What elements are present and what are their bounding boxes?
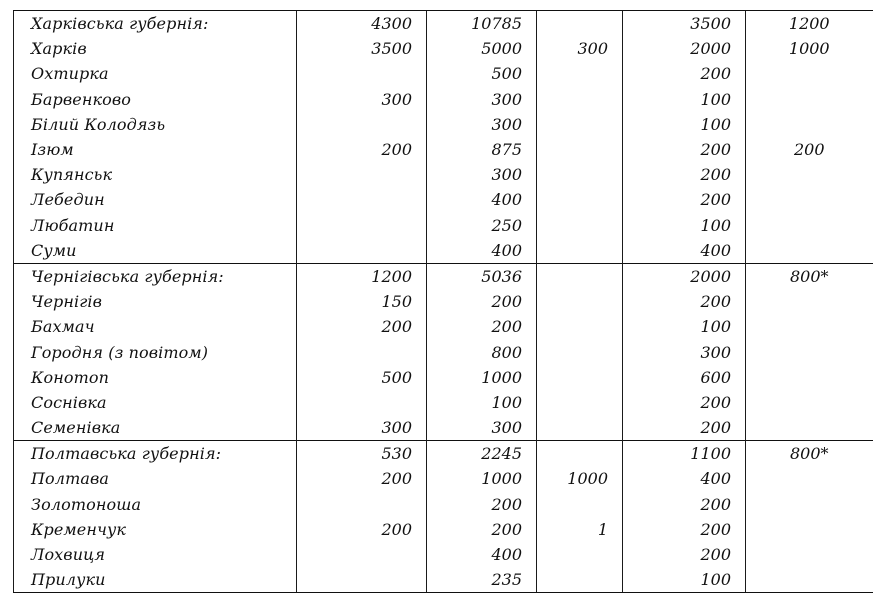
value-cell-col3 bbox=[537, 542, 623, 567]
table-row bbox=[14, 415, 873, 441]
value-cell-col2: 1000 bbox=[427, 466, 537, 491]
value-cell-col1: 200 bbox=[297, 466, 427, 491]
value-cell-col3 bbox=[537, 289, 623, 314]
value-cell-col3 bbox=[537, 492, 623, 517]
value-cell-col5: 800* bbox=[746, 263, 873, 289]
value-cell-col1 bbox=[297, 390, 427, 415]
value-cell-col3 bbox=[537, 314, 623, 339]
value-cell-col4: 100 bbox=[623, 87, 746, 112]
value-cell-col2: 400 bbox=[427, 238, 537, 264]
table-row bbox=[14, 339, 873, 364]
table-row bbox=[14, 36, 873, 61]
value-cell-col2: 200 bbox=[427, 492, 537, 517]
value-cell-col5 bbox=[746, 517, 873, 542]
value-cell-col5 bbox=[746, 187, 873, 212]
table-body bbox=[14, 11, 873, 593]
statistics-table bbox=[13, 10, 873, 593]
table-row bbox=[14, 61, 873, 86]
value-cell-col3 bbox=[537, 441, 623, 467]
place-name-cell: Любатин bbox=[14, 213, 297, 238]
table-row bbox=[14, 112, 873, 137]
value-cell-col3 bbox=[537, 365, 623, 390]
value-cell-col1: 150 bbox=[297, 289, 427, 314]
value-cell-col5 bbox=[746, 365, 873, 390]
table-row bbox=[14, 466, 873, 491]
region-name-cell: Полтавська губернія: bbox=[14, 441, 297, 467]
table-row bbox=[14, 87, 873, 112]
value-cell-col2: 100 bbox=[427, 390, 537, 415]
value-cell-col5 bbox=[746, 314, 873, 339]
value-cell-col3 bbox=[537, 112, 623, 137]
value-cell-col3 bbox=[537, 61, 623, 86]
value-cell-col2: 300 bbox=[427, 415, 537, 441]
value-cell-col5 bbox=[746, 112, 873, 137]
value-cell-col4: 1100 bbox=[623, 441, 746, 467]
value-cell-col5 bbox=[746, 415, 873, 441]
value-cell-col2: 500 bbox=[427, 61, 537, 86]
place-name-cell: Золотоноша bbox=[14, 492, 297, 517]
table-row bbox=[14, 187, 873, 212]
value-cell-col3 bbox=[537, 415, 623, 441]
value-cell-col3 bbox=[537, 187, 623, 212]
place-name-cell: Чернігів bbox=[14, 289, 297, 314]
value-cell-col4: 400 bbox=[623, 466, 746, 491]
value-cell-col1 bbox=[297, 112, 427, 137]
value-cell-col5: 800* bbox=[746, 441, 873, 467]
value-cell-col3: 300 bbox=[537, 36, 623, 61]
value-cell-col4: 200 bbox=[623, 390, 746, 415]
value-cell-col2: 200 bbox=[427, 314, 537, 339]
table-row bbox=[14, 365, 873, 390]
section-row bbox=[14, 263, 873, 289]
value-cell-col4: 2000 bbox=[623, 263, 746, 289]
value-cell-col2: 400 bbox=[427, 187, 537, 212]
value-cell-col4: 200 bbox=[623, 289, 746, 314]
value-cell-col5 bbox=[746, 390, 873, 415]
region-name-cell: Чернігівська губернія: bbox=[14, 263, 297, 289]
value-cell-col2: 800 bbox=[427, 339, 537, 364]
value-cell-col1 bbox=[297, 162, 427, 187]
value-cell-col3 bbox=[537, 213, 623, 238]
place-name-cell: Кременчук bbox=[14, 517, 297, 542]
place-name-cell: Соснівка bbox=[14, 390, 297, 415]
value-cell-col4: 300 bbox=[623, 339, 746, 364]
value-cell-col1: 500 bbox=[297, 365, 427, 390]
value-cell-col5 bbox=[746, 567, 873, 593]
value-cell-col3 bbox=[537, 263, 623, 289]
value-cell-col2: 235 bbox=[427, 567, 537, 593]
value-cell-col4: 2000 bbox=[623, 36, 746, 61]
value-cell-col2: 200 bbox=[427, 517, 537, 542]
value-cell-col1: 200 bbox=[297, 314, 427, 339]
table-row bbox=[14, 517, 873, 542]
value-cell-col2: 5036 bbox=[427, 263, 537, 289]
value-cell-col1: 200 bbox=[297, 137, 427, 162]
value-cell-col1 bbox=[297, 567, 427, 593]
value-cell-col4: 100 bbox=[623, 213, 746, 238]
value-cell-col3 bbox=[537, 567, 623, 593]
value-cell-col4: 200 bbox=[623, 187, 746, 212]
table-row bbox=[14, 137, 873, 162]
place-name-cell: Суми bbox=[14, 238, 297, 264]
value-cell-col1: 530 bbox=[297, 441, 427, 467]
value-cell-col5 bbox=[746, 542, 873, 567]
value-cell-col3 bbox=[537, 87, 623, 112]
value-cell-col2: 250 bbox=[427, 213, 537, 238]
value-cell-col1: 1200 bbox=[297, 263, 427, 289]
place-name-cell: Харків bbox=[14, 36, 297, 61]
table-row bbox=[14, 567, 873, 593]
value-cell-col3 bbox=[537, 137, 623, 162]
value-cell-col3 bbox=[537, 11, 623, 37]
place-name-cell: Семенівка bbox=[14, 415, 297, 441]
value-cell-col2: 200 bbox=[427, 289, 537, 314]
value-cell-col5 bbox=[746, 87, 873, 112]
table-row bbox=[14, 213, 873, 238]
table-row bbox=[14, 238, 873, 264]
value-cell-col3 bbox=[537, 238, 623, 264]
value-cell-col2: 300 bbox=[427, 162, 537, 187]
value-cell-col2: 2245 bbox=[427, 441, 537, 467]
value-cell-col5 bbox=[746, 492, 873, 517]
value-cell-col4: 400 bbox=[623, 238, 746, 264]
value-cell-col1 bbox=[297, 61, 427, 86]
value-cell-col1: 300 bbox=[297, 415, 427, 441]
value-cell-col1: 3500 bbox=[297, 36, 427, 61]
value-cell-col1: 200 bbox=[297, 517, 427, 542]
place-name-cell: Полтава bbox=[14, 466, 297, 491]
value-cell-col4: 100 bbox=[623, 112, 746, 137]
value-cell-col5: 1200 bbox=[746, 11, 873, 37]
value-cell-col1 bbox=[297, 213, 427, 238]
value-cell-col5 bbox=[746, 289, 873, 314]
place-name-cell: Конотоп bbox=[14, 365, 297, 390]
value-cell-col4: 600 bbox=[623, 365, 746, 390]
value-cell-col2: 5000 bbox=[427, 36, 537, 61]
place-name-cell: Білий Колодязь bbox=[14, 112, 297, 137]
value-cell-col4: 100 bbox=[623, 567, 746, 593]
value-cell-col2: 875 bbox=[427, 137, 537, 162]
value-cell-col1: 300 bbox=[297, 87, 427, 112]
value-cell-col5 bbox=[746, 162, 873, 187]
value-cell-col5 bbox=[746, 213, 873, 238]
section-row bbox=[14, 441, 873, 467]
value-cell-col4: 200 bbox=[623, 162, 746, 187]
value-cell-col4: 200 bbox=[623, 542, 746, 567]
value-cell-col1 bbox=[297, 542, 427, 567]
value-cell-col1 bbox=[297, 339, 427, 364]
place-name-cell: Бахмач bbox=[14, 314, 297, 339]
place-name-cell: Городня (з повітом) bbox=[14, 339, 297, 364]
value-cell-col3 bbox=[537, 162, 623, 187]
value-cell-col2: 400 bbox=[427, 542, 537, 567]
table-row bbox=[14, 162, 873, 187]
place-name-cell: Охтирка bbox=[14, 61, 297, 86]
table-row bbox=[14, 289, 873, 314]
value-cell-col3 bbox=[537, 390, 623, 415]
value-cell-col3 bbox=[537, 339, 623, 364]
section-row bbox=[14, 11, 873, 37]
value-cell-col4: 3500 bbox=[623, 11, 746, 37]
value-cell-col5 bbox=[746, 466, 873, 491]
value-cell-col4: 200 bbox=[623, 137, 746, 162]
place-name-cell: Прилуки bbox=[14, 567, 297, 593]
value-cell-col2: 10785 bbox=[427, 11, 537, 37]
value-cell-col4: 100 bbox=[623, 314, 746, 339]
value-cell-col4: 200 bbox=[623, 61, 746, 86]
value-cell-col4: 200 bbox=[623, 492, 746, 517]
value-cell-col5 bbox=[746, 339, 873, 364]
value-cell-col4: 200 bbox=[623, 415, 746, 441]
value-cell-col2: 1000 bbox=[427, 365, 537, 390]
place-name-cell: Ізюм bbox=[14, 137, 297, 162]
place-name-cell: Лохвиця bbox=[14, 542, 297, 567]
value-cell-col2: 300 bbox=[427, 112, 537, 137]
table-row bbox=[14, 314, 873, 339]
table-row bbox=[14, 390, 873, 415]
value-cell-col1 bbox=[297, 492, 427, 517]
table-row bbox=[14, 542, 873, 567]
region-name-cell: Харківська губернія: bbox=[14, 11, 297, 37]
value-cell-col4: 200 bbox=[623, 517, 746, 542]
table-row bbox=[14, 492, 873, 517]
value-cell-col1: 4300 bbox=[297, 11, 427, 37]
value-cell-col5: 1000 bbox=[746, 36, 873, 61]
place-name-cell: Купянськ bbox=[14, 162, 297, 187]
value-cell-col5 bbox=[746, 238, 873, 264]
value-cell-col5 bbox=[746, 61, 873, 86]
value-cell-col1 bbox=[297, 238, 427, 264]
value-cell-col1 bbox=[297, 187, 427, 212]
value-cell-col2: 300 bbox=[427, 87, 537, 112]
value-cell-col3: 1 bbox=[537, 517, 623, 542]
place-name-cell: Лебедин bbox=[14, 187, 297, 212]
place-name-cell: Барвенково bbox=[14, 87, 297, 112]
value-cell-col5: 200 bbox=[746, 137, 873, 162]
value-cell-col3: 1000 bbox=[537, 466, 623, 491]
